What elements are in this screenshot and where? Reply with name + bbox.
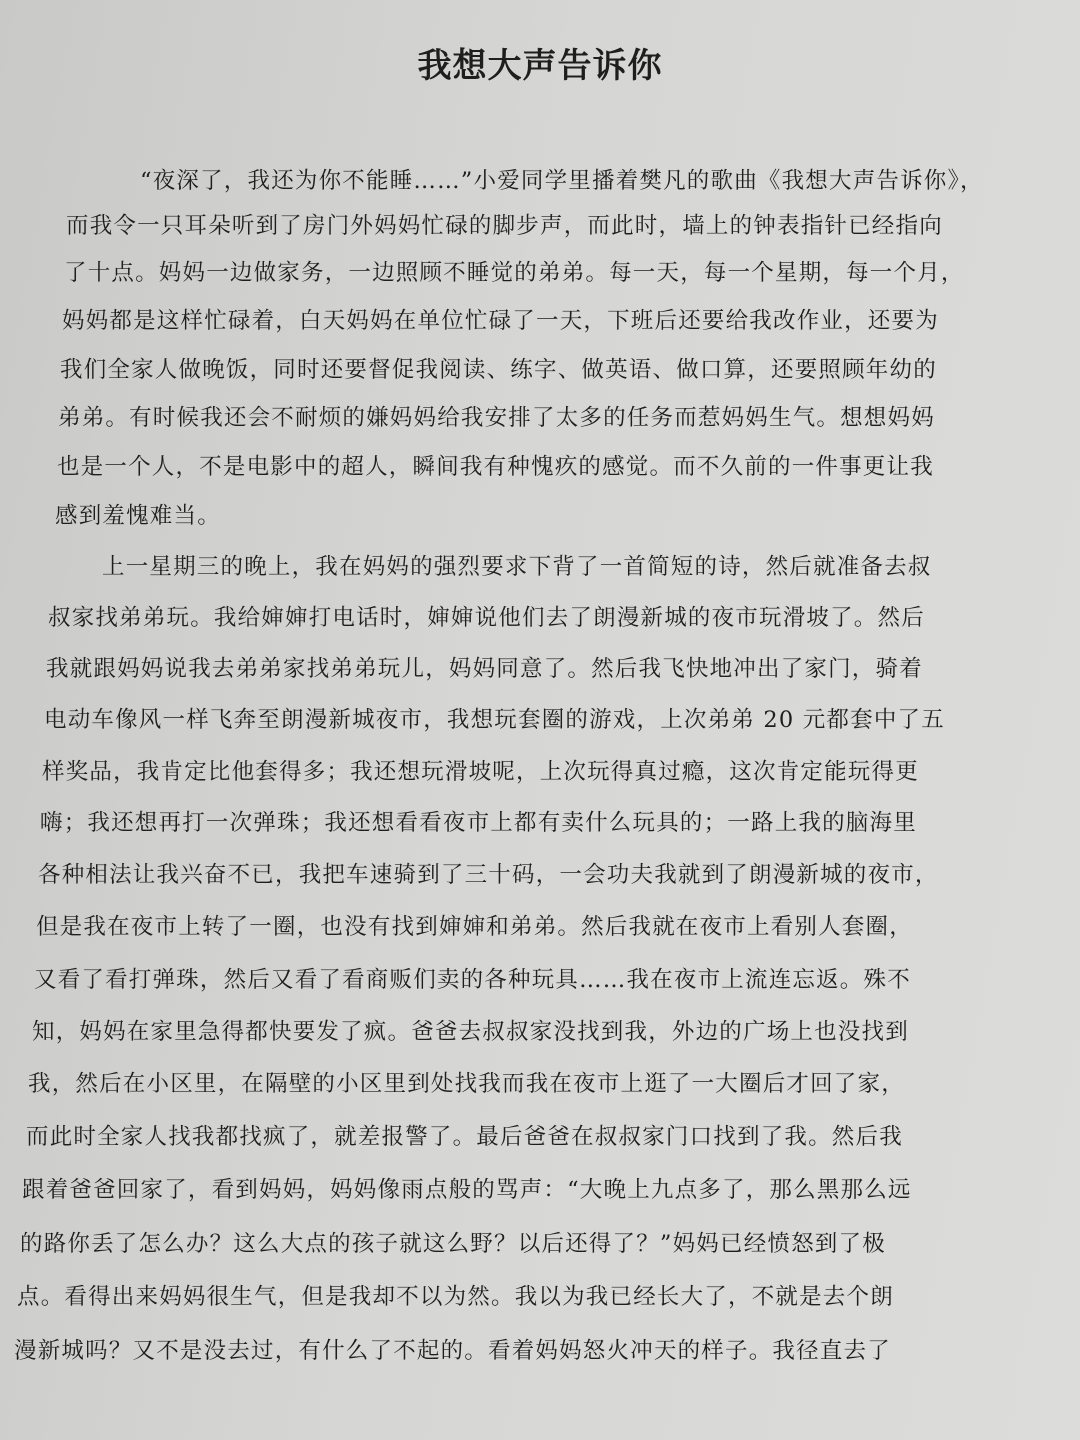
text-line: 我，然后在小区里，在隔壁的小区里到处找我而我在夜市上逛了一大圈后才回了家， (28, 1071, 905, 1097)
text-line: 我们全家人做晚饭，同时还要督促我阅读、练字、做英语、做口算，还要照顾年幼的 (60, 357, 937, 383)
text-line: 知，妈妈在家里急得都快要发了疯。爸爸去叔叔家没找到我，外边的广场上也没找到 (32, 1019, 909, 1045)
document-title: 我想大声告诉你 (417, 46, 663, 86)
text-line: 各种相法让我兴奋不已，我把车速骑到了三十码，一会功夫我就到了朗漫新城的夜市， (38, 862, 939, 888)
text-line: 样奖品，我肯定比他套得多；我还想玩滑坡呢，上次玩得真过瘾，这次肯定能玩得更 (42, 759, 919, 785)
text-line: 了十点。妈妈一边做家务，一边照顾不睡觉的弟弟。每一天，每一个星期，每一个月， (64, 260, 965, 286)
text-line: 又看了看打弹珠，然后又看了看商贩们卖的各种玩具……我在夜市上流连忘返。殊不 (34, 967, 911, 993)
text-line: 感到羞愧难当。 (55, 503, 221, 529)
text-line: 但是我在夜市上转了一圈，也没有找到婶婶和弟弟。然后我就在夜市上看别人套圈， (36, 914, 913, 940)
text-line: “夜深了，我还为你不能睡……”小爱同学里播着樊凡的歌曲《我想大声告诉你》， (140, 168, 984, 194)
text-line: 也是一个人，不是电影中的超人，瞬间我有种愧疚的感觉。而不久前的一件事更让我 (57, 454, 934, 480)
text-line: 妈妈都是这样忙碌着，白天妈妈在单位忙碌了一天，下班后还要给我改作业，还要为 (62, 308, 939, 334)
text-line: 而此时全家人找我都找疯了，就差报警了。最后爸爸在叔叔家门口找到了我。然后我 (26, 1124, 903, 1150)
text-line: 弟弟。有时候我还会不耐烦的嫌妈妈给我安排了太多的任务而惹妈妈生气。想想妈妈 (58, 405, 935, 431)
text-line: 叔家找弟弟玩。我给婶婶打电话时，婶婶说他们去了朗漫新城的夜市玩滑坡了。然后 (48, 605, 925, 631)
text-line: 漫新城吗？又不是没去过，有什么了不起的。看着妈妈怒火冲天的样子。我径直去了 (14, 1338, 891, 1364)
text-line: 而我令一只耳朵听到了房门外妈妈忙碌的脚步声，而此时，墙上的钟表指针已经指向 (66, 213, 943, 239)
text-line: 我就跟妈妈说我去弟弟家找弟弟玩儿，妈妈同意了。然后我飞快地冲出了家门，骑着 (46, 656, 923, 682)
text-line: 的路你丢了怎么办？这么大点的孩子就这么野？以后还得了？”妈妈已经愤怒到了极 (20, 1231, 886, 1257)
text-line: 点。看得出来妈妈很生气，但是我却不以为然。我以为我已经长大了，不就是去个朗 (17, 1284, 894, 1310)
text-line: 电动车像风一样飞奔至朗漫新城夜市，我想玩套圈的游戏，上次弟弟 20 元都套中了五 (44, 707, 945, 733)
text-line: 跟着爸爸回家了，看到妈妈，妈妈像雨点般的骂声：“大晚上九点多了，那么黑那么远 (22, 1177, 912, 1203)
text-line: 嗨；我还想再打一次弹珠；我还想看看夜市上都有卖什么玩具的；一路上我的脑海里 (40, 810, 917, 836)
text-line: 上一星期三的晚上，我在妈妈的强烈要求下背了一首简短的诗，然后就准备去叔 (102, 554, 932, 580)
